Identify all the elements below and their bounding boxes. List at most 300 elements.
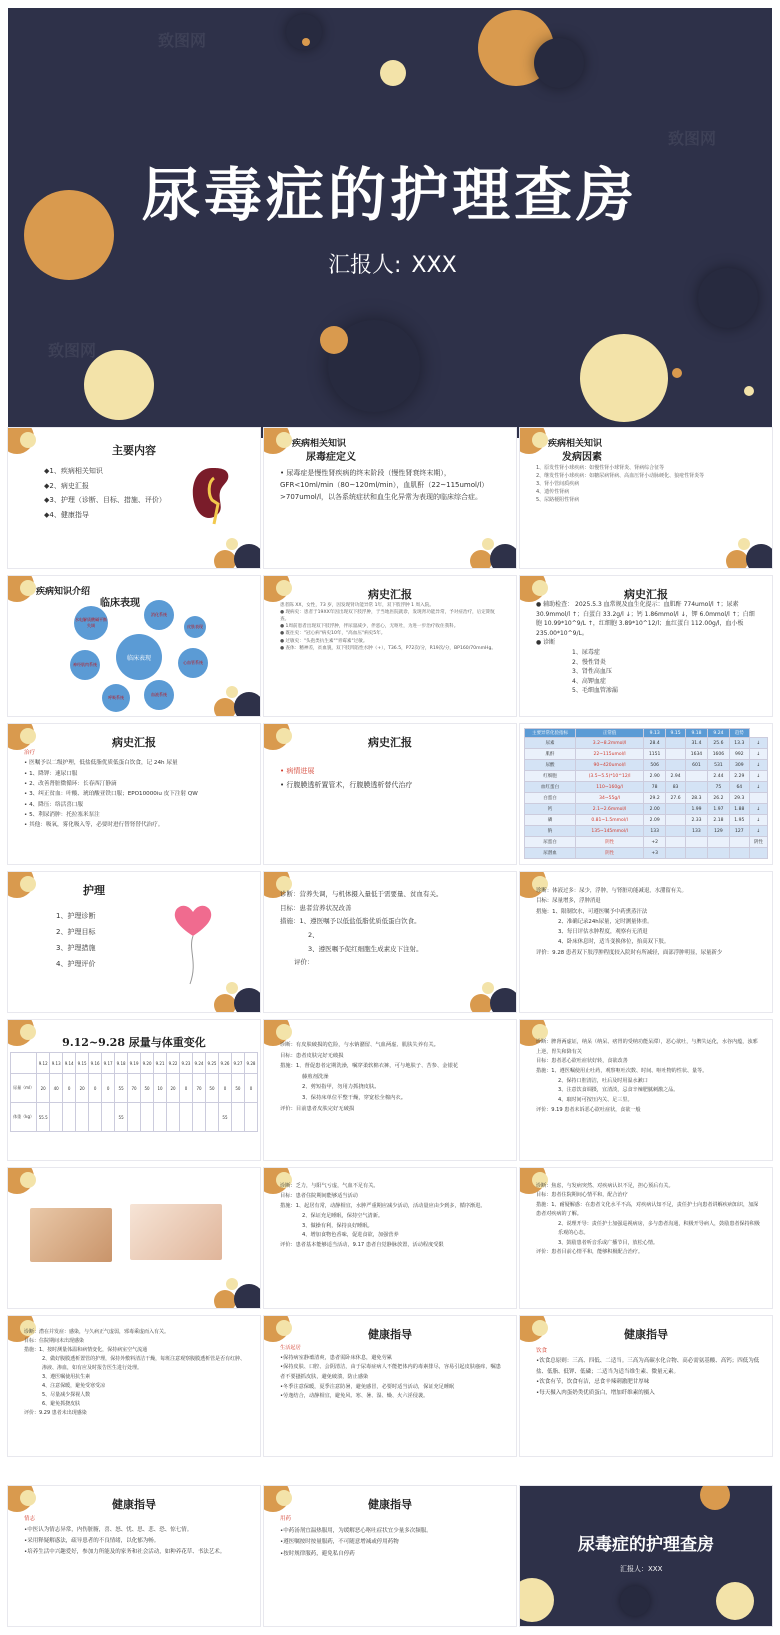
decor-dot [470,550,492,568]
nursing-line: 措施：1、按时测量体温和病情变化，保持病室空气流通 [24,1347,148,1353]
lab-cell: 31.4 [685,738,707,749]
lab-cell: 90~420umol/l [576,760,644,771]
lab-table [524,728,768,859]
weight-cell: 20 [167,1074,180,1103]
treatment-line: • 4、降压：络活喜口服 [24,801,83,808]
lab-cell [666,837,686,848]
lab-cell: 78 [644,782,666,793]
decor-circle [380,60,406,86]
reporter-line [318,248,457,279]
lab-row [525,848,768,859]
lab-cell: 1.97 [707,804,729,815]
education-line: •中药汤剂宜温热服用，为缓解恶心呕吐症状宜少量多次频服。 [280,1527,432,1534]
lab-cell: 127 [729,826,749,837]
education-line: •每天摄入肉蛋奶类优质蛋白，增加纤维素的摄入 [536,1389,655,1396]
slide-treatment [8,724,260,864]
slide-nursing [8,872,260,1012]
nursing-line: 措施：1、限制饮水，可遵医嘱予中药熏蒸汗法 [536,908,648,915]
nursing-line: 诊断：脾肾两虚证，纳呆（纳呆、痞胃的受纳功能呆滞），恶心欲吐，与脾失运化，水谷内蕴，浊邪上逆，胃失和降有关 [536,1039,758,1055]
education-text [280,1514,504,1560]
lab-cell: 尿素 [525,738,576,749]
nursing-line: 5、尽量减少探视人数 [42,1392,91,1398]
slide-title: 9.12~9.28 尿量与体重变化 [62,1036,206,1049]
lab-header-cell: 9.24 [707,729,729,738]
treatment-line: • 1、降钾：速尿口服 [24,770,78,777]
weight-cell: 70 [128,1074,141,1103]
slide-education-4 [264,1486,516,1626]
lab-cell: 34~55g/l [576,793,644,804]
education-line: •遵医嘱按时按量服药，不可随意增减或停用药物 [280,1539,399,1546]
education-subtitle: 生活起居 [280,1345,301,1351]
weight-dates-row [11,1053,258,1074]
lab-cell: 3.2~8.2mmol/l [576,738,644,749]
lab-cell: 白蛋白 [525,793,576,804]
history-line: ● 现病史：患者于19XX年因出现双下肢浮肿，于当地医院就诊，发现肾功能异常，予对症治疗，后定期复查。 [280,610,496,623]
nursing-text [536,886,760,958]
slide-photos [8,1168,260,1308]
nursing-line: 评价：患者目前心情平和，能够积极配合治疗。 [536,1248,643,1255]
lab-cell: 22~115umol/l [576,749,644,760]
nursing-list [56,908,248,972]
weight-cell [141,1103,154,1132]
lab-cell [666,848,686,859]
nursing-line: 3、遵医嘱予促红细胞生成素皮下注射。 [308,944,423,953]
nursing-line: 措施：1、遵医嘱使用止吐药，观察呕吐次数、时间、呕吐物的性状、量等。 [536,1068,708,1075]
decor-dot [490,544,516,568]
slide-title: 尿毒症定义 [306,452,356,463]
lab-cell: ↓ [749,804,767,815]
lab-cell: ↓ [749,771,767,782]
decor-dot [234,1284,260,1308]
weight-cell: 9.27 [231,1053,244,1074]
watermark: 致图网 [48,341,97,360]
reporter-label: 汇报人: [328,253,402,278]
toc-item: ◆1、疾病相关知识 [44,467,103,475]
clinical-node [74,606,108,640]
decor-dot [738,538,750,550]
education-line: •劳逸结合，动静相宜，避免风、寒、暑、湿、燥、火六淫侵袭。 [280,1393,429,1400]
nursing-line: 评价：目前患者皮肤完好无破损 [280,1105,355,1112]
nursing-item: 4、护理评价 [56,960,96,969]
lab-cell: 2.09 [644,815,666,826]
history-text [536,600,760,696]
lab-cell: 2.33 [685,815,707,826]
education-subtitle: 情志 [24,1516,36,1522]
weight-cell: 9.24 [193,1053,206,1074]
decor-dot [214,994,236,1012]
weight-cell: 50 [205,1074,218,1103]
nursing-line: 诊断：营养失调，与机体摄入量低于需要量、贫血有关。 [280,890,443,898]
lab-cell: ↓ [749,826,767,837]
nursing-line: 2、说理开导：责任护士加强巡视病房，多与患者沟通，积极开导病人，鼓励患者保持积极乐观的心态。 [558,1220,760,1237]
decor-circle [716,1582,754,1620]
lab-cell [749,848,767,859]
decor-circle [302,38,310,46]
diagnosis-item: 3、肾性高血压 [572,668,612,676]
slide-title: 健康指导 [368,1328,412,1341]
slide-nursing-7 [8,1316,260,1456]
clinical-node [144,680,174,710]
slide-history-2 [520,576,772,716]
lab-cell: (3.5~5.5)*10^12/l [576,771,644,782]
lab-cell [666,749,686,760]
lab-cell: ↓ [749,815,767,826]
decor-dot [490,988,516,1012]
section-label: 疾病相关知识 [548,439,603,449]
nursing-line: 3、保持床单位平整干燥，穿宽松全棉内衣。 [302,1094,407,1101]
cause-item: 1、原发性肾小球疾病：如慢性肾小球肾炎、肾病综合征等 [536,465,665,471]
weight-cell: 9.14 [63,1053,76,1074]
lab-header-cell: 9.15 [666,729,686,738]
weight-table [10,1052,258,1132]
education-line: •保持皮肤、口腔、会阴清洁，由于尿毒症病人不能把体内的毒素排尽，容易引起皮肤瘙痒，嘱患者不要搔抓皮肤，避免破溃，防止感染 [280,1364,501,1380]
nursing-line: 4、注意保暖，避免受寒受凉 [42,1383,106,1389]
cause-item: 2、继发性肾小球疾病：如糖尿病肾病、高血压肾小动脉硬化、狼疮性肾炎等 [536,473,705,479]
slide-title: 病史汇报 [368,588,412,601]
lab-cell [685,848,707,859]
treatment-line: • 3、纠正贫血：叶酸、琥珀酸亚铁口服；EPO10000iu 皮下注射 QW [24,791,198,798]
weight-weight-row [11,1103,258,1132]
lab-table-header [525,729,768,738]
treatment-line: • 医嘱予以二级护理，低盐低脂优质低蛋白饮食，记 24h 尿量 [24,760,178,767]
nursing-line: 4、卧床休息时，适当变换体位，抬高双下肢。 [558,939,670,946]
weight-cell: 0 [89,1074,102,1103]
weight-cell [50,1103,63,1132]
lab-cell: 28.4 [644,738,666,749]
history-text [280,602,504,652]
nursing-text [280,1182,504,1251]
weight-cell: 0 [102,1074,115,1103]
diagnosis-item: 5、毛细血管渗漏 [572,687,618,695]
decor-dot [276,432,292,448]
weight-cell: 55 [115,1074,128,1103]
weight-row-label: 体重（kg） [11,1103,37,1132]
slide-nursing-4 [520,1020,772,1160]
lab-cell: 磷 [525,815,576,826]
weight-cell: 9.17 [102,1053,115,1074]
clinical-node [70,650,100,680]
decor-dot [214,698,236,716]
nursing-line: 目标：患者恶心欲吐症状好转，食欲改善 [536,1058,628,1065]
lab-cell: 29.3 [729,793,749,804]
lab-cell: 尿蛋白 [525,837,576,848]
slide-nursing-3 [264,1020,516,1160]
history-line: 患者陈 XX，女性，73 岁，因发现肾功能异常 1年，双下肢浮肿 1 周入院。 [280,603,434,608]
clinical-node [144,600,174,630]
weight-cell [231,1103,244,1132]
history-line: ● 既往史："冠心病"病史10年，"高血压"病史5年。 [280,631,386,637]
decor-circle [672,368,682,378]
lab-cell: 2.29 [729,771,749,782]
weight-cell: 20 [76,1074,89,1103]
lab-header-cell: 正常值 [576,729,644,738]
lab-row [525,760,768,771]
section-label: 疾病相关知识 [292,439,347,449]
clinical-center-label: 临床表现 [126,654,151,662]
slide-title: 病史汇报 [624,588,668,601]
nursing-line: 诊断：体液过多：尿少，浮肿，与肾脏功能减退，水潴留有关。 [536,888,687,894]
lab-cell: 29.2 [644,793,666,804]
nursing-line: 3、遵医嘱使用抗生素 [42,1374,91,1380]
clinical-node-label: 消化系统 [151,612,167,617]
nursing-line: 4、取时间可按压内关、足三里。 [558,1097,633,1104]
lab-cell: 13.3 [729,738,749,749]
slide-dialysis [264,724,516,864]
watermark: 致图网 [668,129,717,148]
lab-cell: 26.2 [707,793,729,804]
education-line: •中医认为情志异常，内伤脏腑，喜、怒、忧、思、悲、恐、惊七情。 [24,1527,193,1533]
cause-item: 5、尿路梗阻性肾病 [536,497,580,503]
treatment-line: • 其他：吸氧，雾化吸入等，必要时进行替肾替代治疗。 [24,822,164,829]
slide-ending [520,1486,772,1626]
foot-massage-photo [30,1208,112,1262]
lab-cell: 135~145mmol/l [576,826,644,837]
weight-cell: 55 [115,1103,128,1132]
weight-cell: 9.16 [89,1053,102,1074]
education-line: •保持病室静谧清爽，患者需卧床休息，避免劳累 [280,1354,392,1361]
lab-row [525,826,768,837]
weight-cell: 9.15 [76,1053,89,1074]
lab-cell: 309 [729,760,749,771]
nursing-text [24,1328,248,1418]
history-line: ● 查体：精神差，贫血貌，双下肢凹陷性水肿（+），T36.5，P72次/分，R19次/分，BP160/70mmHg。 [280,645,497,651]
decor-circle [534,38,584,88]
weight-cell [154,1103,167,1132]
lab-cell [685,782,707,793]
lab-row [525,738,768,749]
lab-cell [666,738,686,749]
hand-photo [130,1204,222,1260]
nursing-line: 诊断：有皮肤破损的危险，与水钠潴留、气血两虚、肌肤失养有关。 [280,1042,439,1048]
slide-causes [520,428,772,568]
clinical-node [184,616,206,638]
lab-row [525,782,768,793]
lab-row [525,749,768,760]
nursing-line: 措施：1、督促患者定期洗澡，嘱穿柔软棉衣裤，可与地肤子、苦参、金银花 [280,1063,459,1070]
nursing-line: 3、做操有利，保持良好睡眠。 [302,1222,373,1229]
nursing-line: 目标：患者住院期间心情平和，配合治疗 [536,1192,628,1199]
weight-cell: 0 [180,1074,193,1103]
weight-cell: 9.20 [141,1053,154,1074]
decor-dot [746,544,772,568]
slide-title: 护理 [83,884,105,897]
lab-cell [666,760,686,771]
diagnosis-label: ● 诊断 [536,639,556,647]
decor-circle [620,1586,650,1616]
lab-cell [685,837,707,848]
decor-circle [580,334,668,422]
lab-cell: 2.18 [707,815,729,826]
nursing-line: 目标：患者皮肤完好无破损 [280,1052,344,1059]
education-text [536,1346,760,1398]
nursing-line: 目标：患者住院期间能够适当活动 [280,1192,358,1199]
watermark: 致图网 [158,31,207,50]
slide-education-3 [8,1486,260,1626]
education-line: •饮食有节，饮食有洁，忌食辛辣刺激肥甘厚味 [536,1379,650,1386]
treatment-line: • 5、利尿消肿：托拉塞米泵注 [24,812,100,819]
decor-dot [726,550,748,568]
weight-cell: 70 [193,1074,206,1103]
lab-table-body [525,738,768,859]
decor-dot [482,982,494,994]
weight-cell [128,1103,141,1132]
slide-title: 病史汇报 [112,736,156,749]
weight-cell: 20 [37,1074,50,1103]
title-slide [8,8,772,438]
decor-dot [214,1290,236,1308]
lab-cell: 601 [685,760,707,771]
weight-row-label [11,1053,37,1074]
decor-circle [744,386,754,396]
lab-cell [729,848,749,859]
lab-cell: 血红蛋白 [525,782,576,793]
decor-dot [226,982,238,994]
slide-title: 临床表现 [100,598,140,609]
education-line: •按时规律服药，避免私自停药 [280,1550,355,1557]
nursing-line: 措施：1、耐疑解惑：在患者文化水平不高，对疾病认知不足，责任护士向患者讲解疾病知识，加深患者对疾病的了解。 [536,1201,759,1218]
kidney-illustration [188,464,236,534]
lab-cell: 2.44 [707,771,729,782]
slide-title: 健康指导 [624,1328,668,1341]
weight-row-label: 尿量（ml） [11,1074,37,1103]
lab-row [525,815,768,826]
education-subtitle: 饮食 [536,1348,548,1354]
education-text [280,1344,504,1402]
slide-definition [264,428,516,568]
lab-cell: ↓ [749,738,767,749]
slide-education-1 [264,1316,516,1456]
weight-cell: 50 [231,1074,244,1103]
weight-cell: 40 [50,1074,63,1103]
weight-cell: 0 [218,1074,231,1103]
ending-title: 尿毒症的护理查房 [578,1535,714,1555]
education-line: •冬季注意保暖，夏季注意防暑，避免感冒，必要时适当活动，保证充足睡眠 [280,1383,455,1390]
lab-cell: 1606 [707,749,729,760]
toc-item: ◆4、健康指导 [44,511,89,520]
lab-cell: 1.99 [685,804,707,815]
slide-clinical [8,576,260,716]
lab-row [525,771,768,782]
nursing-line: 2、准确记录24h尿量，定时测量体重。 [558,918,653,925]
lab-cell: 133 [644,826,666,837]
weight-cell: 0 [63,1074,76,1103]
decor-dot [226,686,238,698]
lab-cell: 钙 [525,804,576,815]
lab-cell [685,771,707,782]
clinical-node [178,648,208,678]
clinical-node-label: 心血管系统 [183,660,203,665]
nursing-item: 3、护理措施 [56,944,96,953]
slide-nursing-1 [264,872,516,1012]
decor-dot [532,432,548,448]
nursing-text [536,1038,760,1115]
section-label: 疾病知识介绍 [36,587,91,597]
lab-cell: ↓ [749,749,767,760]
lab-cell: +3 [644,848,666,859]
heart-balloon-illustration [168,900,218,990]
lab-cell [707,837,729,848]
dialysis-text [280,764,504,792]
weight-cell [180,1103,193,1132]
lab-cell: 25.6 [707,738,729,749]
decor-dot [226,1278,238,1290]
lab-summary: ● 辅助检查： 2025.5.3 血常规及血生化提示：血肌酐 774umol/l ↑；尿素 30.9mmol/l ↑；白蛋白 33.2g/l ↓；钙 1.86mmol/l ↓，钾 6.0mmol/l ↑；白细胞 10.99*10^9/L ↑，红细胞 3.89*10^12/l；血红蛋白 112.00g/l，血小板 235.00*10^9/L。 [536,601,755,637]
lab-cell: 992 [729,749,749,760]
definition-text: • 尿毒症是慢性肾疾病的终末阶段（慢性肾衰终末期），GFR<10ml/min（80~120ml/min），血肌酐（22~115umol/l）>707umol/l，以各系统症状和血生化异常为表现的临床综合症。 [280,469,489,501]
decor-dot [234,544,260,568]
education-subtitle: 用药 [280,1516,292,1522]
decor-circle [520,1578,554,1622]
nursing-item: 2、护理目标 [56,928,96,937]
treatment-text [24,748,248,831]
nursing-line: 2、保持口腔清洁，吐后及时用温水漱口 [558,1077,648,1084]
nursing-line: 2、剪短指甲，勿用力抓挠皮肤。 [302,1084,380,1091]
diagnosis-item: 2、慢性肾炎 [572,658,606,666]
decor-dot [20,1172,36,1188]
dialysis-line: • 行腹膜透析置管术，行腹膜透析替代治疗 [280,781,413,789]
lab-cell: 531 [707,760,729,771]
lab-header-cell: 9.18 [685,729,707,738]
cause-list [536,464,760,504]
nursing-line: 目标：患者营养状况改善 [280,903,352,912]
lab-cell [666,826,686,837]
presentation-title: 尿毒症的护理查房 [141,161,638,229]
slide-title: 健康指导 [368,1498,412,1511]
weight-cell [193,1103,206,1132]
diagnosis-list [536,648,760,696]
slide-nursing-5 [264,1168,516,1308]
weight-cell: 9.12 [37,1053,50,1074]
clinical-center [116,634,162,680]
nursing-line: 诊断：潜在并发症：感染，与久病正气虚弱，邪毒乘虚而入有关。 [24,1329,170,1335]
lab-cell [666,804,686,815]
lab-cell: 64 [729,782,749,793]
lab-row [525,837,768,848]
weight-urine-row [11,1074,258,1103]
lab-cell: 钠 [525,826,576,837]
weight-cell: 9.25 [205,1053,218,1074]
lab-cell: 110~160g/l [576,782,644,793]
decor-circle [320,326,348,354]
diagnosis-item: 4、高钾血症 [572,677,606,685]
nursing-line: 藤煎剂洗澡 [302,1073,329,1080]
weight-cell [167,1103,180,1132]
nursing-line: 3、注意饮食调摄，宜清淡，忌食辛辣肥腻刺激之品。 [558,1087,679,1094]
nursing-line: 措施：1、遵医嘱予以低盐低脂优质低蛋白饮食。 [280,917,421,926]
decor-dot [482,538,494,550]
decor-circle [700,1486,730,1510]
treatment-line: • 2、改善肾脏微循环：长春西汀静滴 [24,781,117,788]
lab-cell [729,837,749,848]
lab-cell: ↓ [749,760,767,771]
weight-cell [63,1103,76,1132]
slide-lab-table [520,724,772,864]
education-text [24,1514,248,1558]
decor-dot [234,988,260,1012]
lab-row [525,793,768,804]
decor-dot [276,1024,292,1040]
lab-cell: 27.6 [666,793,686,804]
weight-cell: 50 [141,1074,154,1103]
slide-weight-table [8,1020,260,1160]
weight-cell: 9.19 [128,1053,141,1074]
lab-header-cell: 主要异常化验指标 [525,729,576,738]
nursing-line: 3、每日评估水肿程度，观察有无消退 [558,929,648,936]
nursing-line: 诊断：乏力，与阳气亏虚，气血不足有关。 [280,1183,379,1189]
nursing-line: 2、 [308,930,319,939]
weight-cell: 55 [218,1103,231,1132]
lab-cell: 75 [707,782,729,793]
